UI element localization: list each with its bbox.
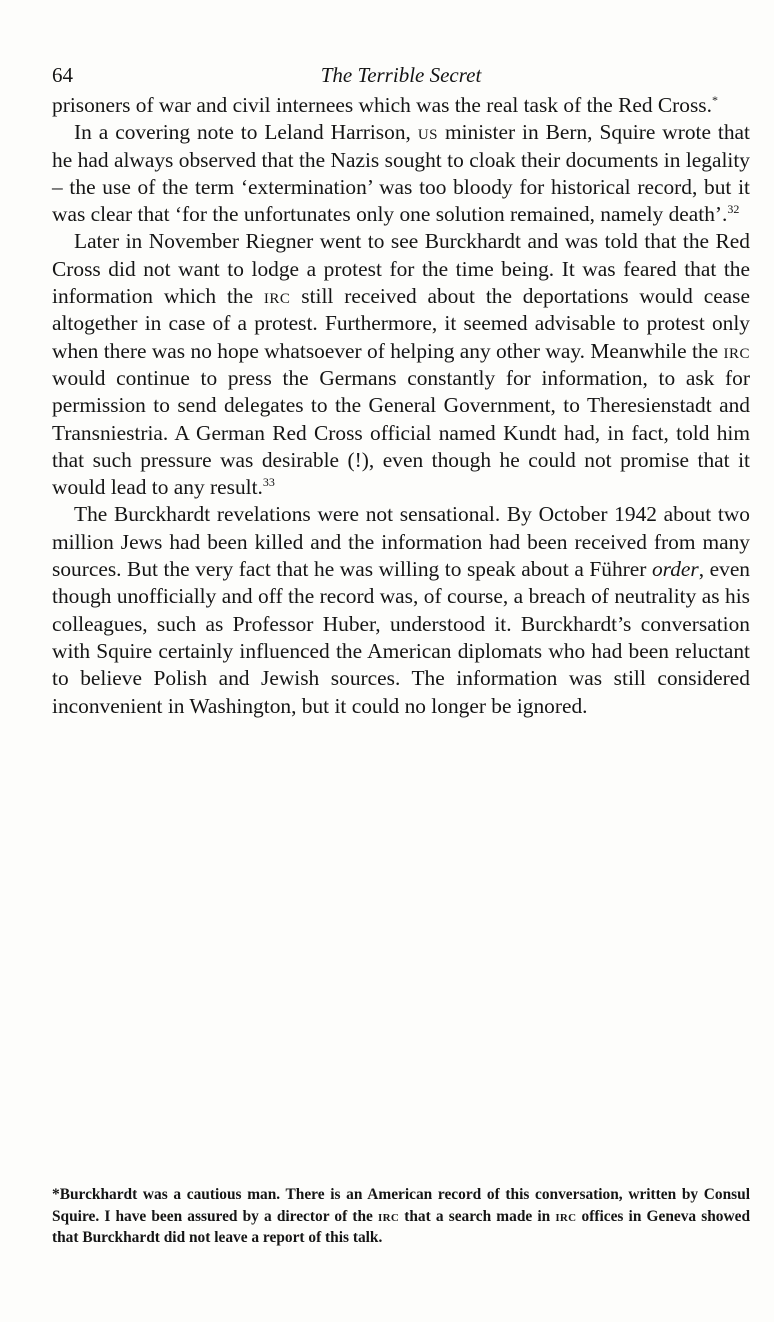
abbreviation: irc	[378, 1207, 400, 1225]
abbreviation: us	[417, 120, 439, 145]
body-text	[52, 92, 750, 720]
footnote-marker: *	[52, 1186, 60, 1203]
note-reference: 33	[262, 475, 275, 490]
paragraph-text: still received about the deportations would cease altogether in case of a protest. Furthermore, it seemed advisable to protest only when there was no hope whatsoever of helping any other way. Meanwhile the	[52, 284, 750, 363]
footnote-text: Burckhardt was a cautious man. There is an American record of this conversation, written by Consul Squire. I have been assured by a director of the	[52, 1186, 750, 1225]
paragraph-text: would continue to press the Germans constantly for information, to ask for permission to send delegates to the General Government, to Theresienstadt and Transniestria. A German Red Cross official named Kundt had, in fact, told him that such pressure was desirable (!), even though he could not promise that it would lead to any result.	[52, 365, 750, 500]
paragraph-3	[52, 228, 750, 501]
paragraph-text: In a covering note to Leland Harrison,	[74, 120, 418, 145]
abbreviation: irc	[723, 338, 750, 363]
emphasis: order	[651, 557, 699, 582]
paragraph-text: minister in Bern, Squire wrote that he had always observed that the Nazis sought to cloak their documents in legality – the use of the term ‘extermination’ was too bloody for historical record, but it was clear that ‘for the unfortunates only one solution remained, namely death’.	[52, 120, 750, 227]
paragraph-1	[52, 92, 750, 119]
paragraph-text: The Burckhardt revelations were not sensational. By October 1942 about two million Jews had been killed and the information had been received from many sources. But the very fact that he was willing to speak about a Führer	[52, 502, 750, 582]
footnote	[52, 1184, 750, 1249]
paragraph-text: prisoners of war and civil internees which was the real task of the Red Cross.	[52, 93, 712, 117]
footnote-text: that a search made in	[399, 1207, 556, 1225]
footnote-marker: *	[711, 93, 718, 107]
note-reference: 32	[727, 202, 740, 217]
paragraph-text: , even though unofficially and off the record was, of course, a breach of neutrality as his colleagues, such as Professor Huber, understood it. Burckhardt’s conversation with Squire certainly influenced the American diplomats who had been reluctant to believe Polish and Jewish sources. The information was still considered inconvenient in Washington, but it could no longer be ignored.	[52, 557, 751, 718]
paragraph-2	[52, 119, 750, 228]
footnote-text: offices in Geneva showed that Burckhardt did not leave a report of this talk.	[52, 1207, 750, 1246]
running-head	[52, 58, 750, 92]
paragraph-4	[52, 501, 750, 719]
abbreviation: irc	[555, 1207, 577, 1225]
book-page	[52, 58, 750, 720]
abbreviation: irc	[263, 284, 291, 309]
page-number: 64	[52, 63, 73, 87]
paragraph-text: Later in November Riegner went to see Burckhardt and was told that the Red Cross did not want to lodge a protest for the time being. It was feared that the information which the	[52, 229, 750, 309]
running-title: The Terrible Secret	[320, 63, 482, 87]
